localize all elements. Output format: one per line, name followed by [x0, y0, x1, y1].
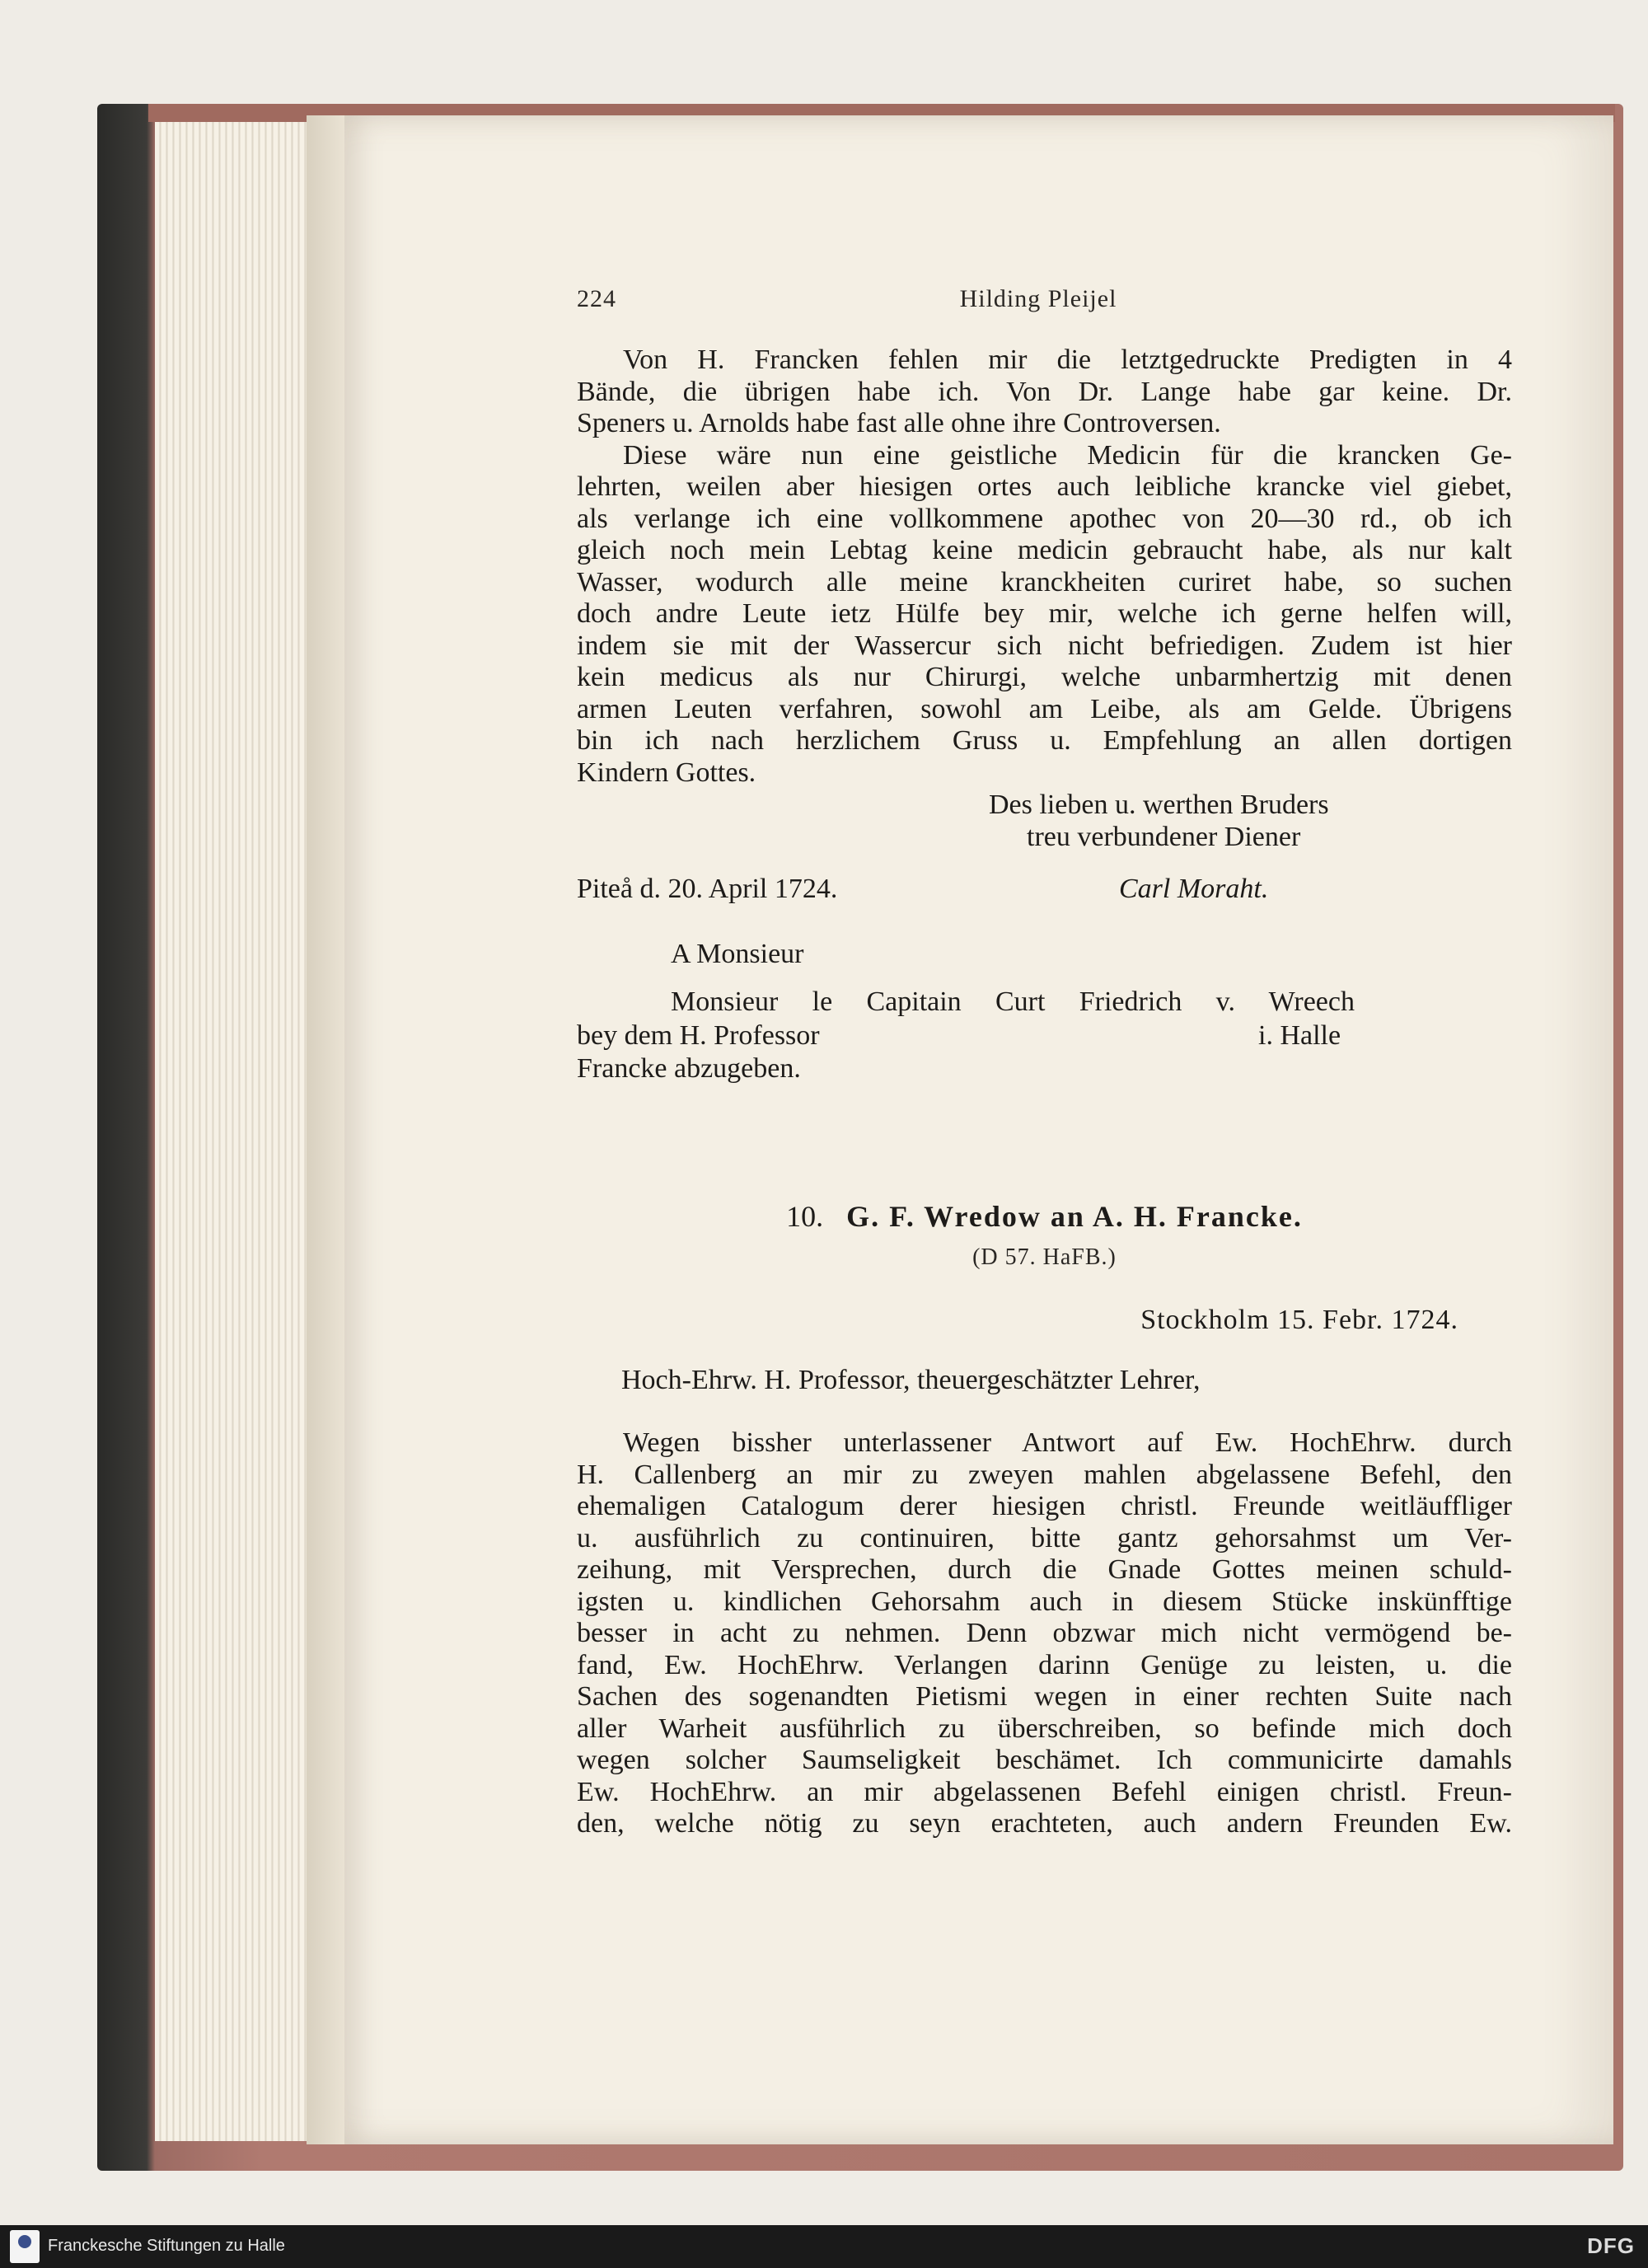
letter-number: 10. — [786, 1200, 824, 1233]
running-author: Hilding Pleijel — [959, 285, 1117, 312]
letter-dateline: Stockholm 15. Febr. 1724. — [1140, 1305, 1458, 1335]
institution-logo[interactable] — [10, 2230, 40, 2263]
letter2-heading — [577, 1199, 1512, 1234]
text-line: Kindern Gottes. — [577, 757, 756, 788]
letter-source: (D 57. HaFB.) — [972, 1244, 1117, 1270]
text-line: den, welche nötig zu seyn erachteten, auch andern Freunden Ew. — [577, 1808, 1512, 1839]
text-line: indem sie mit der Wassercur sich nicht befriedigen. Zudem ist hier — [577, 630, 1512, 661]
logo-emblem-icon — [18, 2235, 31, 2248]
text-line: doch andre Leute ietz Hülfe bey mir, welche ich gerne helfen will, — [577, 598, 1512, 629]
address-line-1: Monsieur le Capitain Curt Friedrich v. Wreech — [671, 986, 1355, 1017]
place-date: Piteå d. 20. April 1724. — [577, 874, 838, 904]
text-line: besser in acht zu nehmen. Denn obzwar mich nicht vermögend be- — [577, 1618, 1512, 1648]
institution-name[interactable]: Franckesche Stiftungen zu Halle — [48, 2237, 285, 2255]
text-line: Von H. Francken fehlen mir die letztgedruckte Predigten in 4 — [623, 344, 1512, 375]
text-line: kein medicus als nur Chirurgi, welche unbarmhertzig mit denen — [577, 662, 1512, 692]
text-line: zeihung, mit Versprechen, durch die Gnade Gottes meinen schuld- — [577, 1554, 1512, 1585]
closing-line-1: Des lieben u. werthen Bruders — [989, 790, 1329, 820]
text-line: igsten u. kindlichen Gehorsahm auch in diesem Stücke inskünfftige — [577, 1586, 1512, 1617]
text-line: bin ich nach herzlichem Gruss u. Empfehlung an allen dortigen — [577, 725, 1512, 756]
text-line: Diese wäre nun eine geistliche Medicin für die krancken Ge- — [623, 439, 1512, 471]
address-to: A Monsieur — [671, 939, 804, 969]
text-line: armen Leuten verfahren, sowohl am Leibe, als am Gelde. Übrigens — [577, 693, 1512, 724]
closing-line-2: treu verbundener Diener — [1027, 822, 1301, 852]
text-line: aller Warheit ausführlich zu überschreiben, so befinde mich doch — [577, 1713, 1512, 1744]
page-number: 224 — [577, 285, 616, 312]
funder-logo[interactable]: DFG — [1587, 2233, 1635, 2258]
text-line: lehrten, weilen aber hiesigen ortes auch leibliche krancke viel giebet, — [577, 471, 1512, 502]
address-line-2-right: i. Halle — [1258, 1020, 1341, 1051]
text-line: H. Callenberg an mir zu zweyen mahlen abgelassene Befehl, den — [577, 1459, 1512, 1490]
letter1-paragraph2 — [577, 440, 1512, 790]
address-line-3: Francke abzugeben. — [577, 1053, 801, 1084]
viewer-footer — [0, 2225, 1648, 2268]
text-line: als verlange ich eine vollkommene apothec von 20—30 rd., ob ich — [577, 503, 1512, 534]
address-line-2-left: bey dem H. Professor — [577, 1020, 820, 1051]
text-line: fand, Ew. HochEhrw. Verlangen darinn Genüge zu leisten, u. die — [577, 1649, 1512, 1680]
text-line: Ew. HochEhrw. an mir abgelassenen Befehl einigen christl. Freun- — [577, 1776, 1512, 1807]
text-line: gleich noch mein Lebtag keine medicin gebraucht habe, als nur kalt — [577, 535, 1512, 565]
text-line: ehemaligen Catalogum derer hiesigen christl. Freunde weitläuffliger — [577, 1491, 1512, 1521]
text-line: u. ausführlich zu continuiren, bitte gantz gehorsahmst um Ver- — [577, 1522, 1512, 1553]
text-line: Bände, die übrigen habe ich. Von Dr. Lange habe gar keine. Dr. — [577, 376, 1512, 407]
text-line: Wegen bissher unterlassener Antwort auf Ew. HochEhrw. durch — [623, 1427, 1512, 1458]
text-line: Sachen des sogenandten Pietismi wegen in einer rechten Suite nach — [577, 1681, 1512, 1712]
running-head — [577, 285, 1500, 318]
letter-salutation: Hoch-Ehrw. H. Professor, theuergeschätzter Lehrer, — [621, 1365, 1201, 1395]
text-line: wegen solcher Saumseligkeit beschämet. Ich communicirte damahls — [577, 1745, 1512, 1775]
letter2-paragraph — [577, 1427, 1512, 1840]
signature: Carl Moraht. — [1119, 874, 1269, 904]
letter1-paragraph1 — [577, 344, 1512, 440]
letter-title: G. F. Wredow an A. H. Francke. — [846, 1200, 1303, 1233]
text-line: Wasser, wodurch alle meine kranckheiten curiret habe, so suchen — [577, 566, 1512, 597]
text-line: Speners u. Arnolds habe fast alle ohne ihre Controversen. — [577, 408, 1221, 438]
